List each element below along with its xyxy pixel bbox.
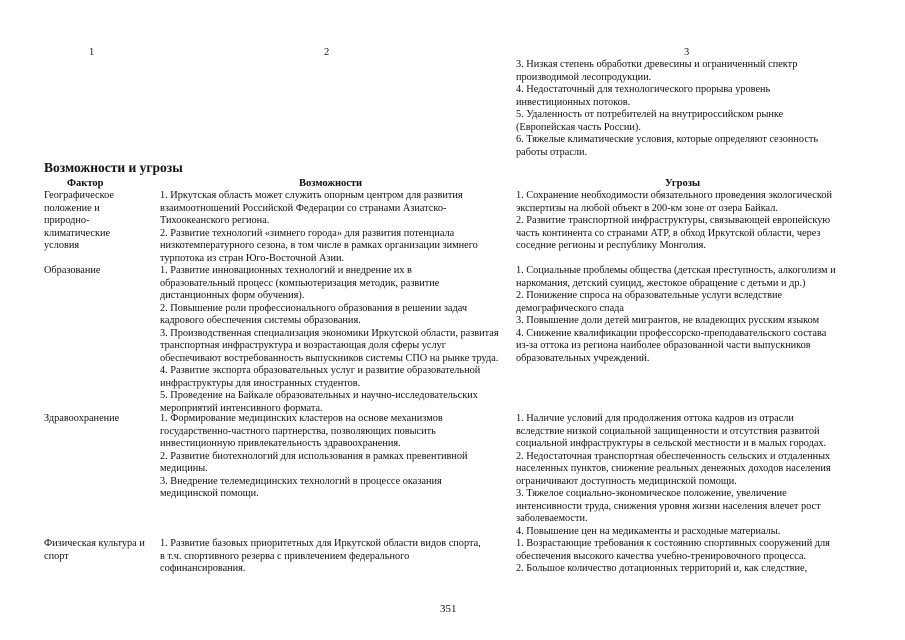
threat-line: 4. Снижение квалификации профессорско-преподавательского состава xyxy=(516,327,827,339)
row-health-factor xyxy=(44,413,119,426)
row-geography-threats xyxy=(516,190,832,253)
opportunity-line: инфраструктуры для иностранных студентов. xyxy=(160,377,361,389)
opportunity-line: в т.ч. спортивного резерва с привлечением федерального xyxy=(160,550,410,562)
factor-line: спорт xyxy=(44,550,69,562)
opportunity-line: 4. Развитие экспорта образовательных услуг и развитие образовательной xyxy=(160,365,481,376)
threat-line: 1. Наличие условий для продолжения оттока кадров из отрасли xyxy=(516,413,794,424)
text-line: 6. Тяжелые климатические условия, которые определяют сезонность xyxy=(516,134,819,145)
threat-line: 1. Сохранение необходимости обязательного проведения экологической xyxy=(516,190,832,201)
threat-line: образовательных учреждений. xyxy=(516,352,650,364)
opportunity-line: 2. Развитие биотехнологий для использования в рамках превентивной xyxy=(160,450,468,462)
threat-line: 1. Возрастающие требования к состоянию спортивных сооружений для xyxy=(516,538,830,549)
opportunity-line: медицинской помощи. xyxy=(160,488,259,499)
threat-line: социальной инфраструктуры в сельской местности и в малых городах. xyxy=(516,438,827,449)
opportunity-line: мероприятий интенсивного формата. xyxy=(160,402,323,414)
factor-line: климатические xyxy=(44,227,111,239)
opportunity-line: кадрового обеспечения системы образования. xyxy=(160,315,361,326)
opportunity-line: 2. Повышение роли профессионального образования в решении задач xyxy=(160,302,468,314)
opportunity-line: дистанционных форм обучения). xyxy=(160,290,305,301)
threat-line: часть континента со странами АТР, в обход Иркутской области, через xyxy=(516,227,821,239)
text-line: инвестиционных потоков. xyxy=(516,96,631,108)
row-education-opportunities xyxy=(160,265,499,415)
opportunity-line: 1. Формирование медицинских кластеров на основе механизмов xyxy=(160,413,443,424)
row-education-threats xyxy=(516,265,836,365)
factor-line: положение и xyxy=(44,202,100,214)
row-geography-factor xyxy=(44,190,114,253)
opportunity-line: взаимоотношений Российской Федерации со странами Азиатско- xyxy=(160,202,447,214)
text-line: 4. Недостаточный для технологического прорыва уровень xyxy=(516,84,771,95)
threat-line: экспертизы на любой объект в 200-км зоне от озера Байкал. xyxy=(516,202,778,214)
threat-line: из-за оттока из региона наиболее образованной части выпускников xyxy=(516,340,811,351)
factor-line: Образование xyxy=(44,265,101,276)
opportunity-line: 1. Развитие базовых приоритетных для Иркутской области видов спорта, xyxy=(160,538,481,549)
opportunity-line: 1. Иркутская область может служить опорным центром для развития xyxy=(160,190,463,201)
opportunity-line: инвестиционную привлекательность здравоохранения. xyxy=(160,438,401,449)
opportunity-line: транспортная инфраструктура и возрастающая доля сферы услуг xyxy=(160,340,447,351)
threat-line: демографического спада xyxy=(516,302,624,314)
threat-line: интенсивности труда, снижения уровня жизни населения влечет рост xyxy=(516,500,821,512)
opportunity-line: 3. Производственная специализация экономики Иркутской области, развитая xyxy=(160,327,499,339)
column-number-1: 1 xyxy=(89,47,95,58)
factor-line: Географическое xyxy=(44,190,114,201)
factor-line: Здравоохранение xyxy=(44,413,120,424)
factor-line: условия xyxy=(44,240,80,251)
threat-line: ограничивают доступность медицинской помощи. xyxy=(516,475,737,487)
opportunity-line: Тихоокеанского региона. xyxy=(160,215,270,226)
column-number-3: 3 xyxy=(684,47,690,58)
opportunity-line: обеспечивают востребованность выпускников системы СПО на рынке труда. xyxy=(160,352,499,364)
row-sport-opportunities xyxy=(160,538,481,576)
text-line: производимой лесопродукции. xyxy=(516,71,652,83)
row-sport-factor xyxy=(44,538,145,563)
row-health-opportunities xyxy=(160,413,468,501)
row-geography-opportunities xyxy=(160,190,478,265)
opportunity-line: образовательный процесс (компьютеризация методик, развитие xyxy=(160,277,440,289)
threat-line: 4. Повышение цен на медикаменты и расходные материалы. xyxy=(516,525,781,537)
threat-line: 2. Развитие транспортной инфраструктуры, связывающей европейскую xyxy=(516,215,831,226)
header-factor: Фактор xyxy=(67,178,104,189)
row-education-factor xyxy=(44,265,100,278)
opportunity-line: низкотемпературного сезона, в том числе в рамках организации зимнего xyxy=(160,240,478,251)
threat-line: наркомания, детский суицид, жестокое обращение с детьми и др.) xyxy=(516,277,806,289)
row-health-threats xyxy=(516,413,831,538)
text-line: 3. Низкая степень обработки древесины и ограниченный спектр xyxy=(516,59,798,70)
opportunity-line: софинансирования. xyxy=(160,563,246,574)
threat-line: вследствие низкой социальной защищенности и отсутствия развитой xyxy=(516,425,820,437)
text-line: 5. Удаленность от потребителей на внутрироссийском рынке xyxy=(516,109,784,120)
threat-line: 2. Понижение спроса на образовательные услуги вследствие xyxy=(516,290,783,301)
threat-line: 1. Социальные проблемы общества (детская преступность, алкоголизм и xyxy=(516,265,836,276)
header-threats: Угрозы xyxy=(665,178,701,189)
opportunity-line: государственно-частного партнерства, позволяющих повысить xyxy=(160,425,436,437)
threat-line: 3. Повышение доли детей мигрантов, не владеющих русским языком xyxy=(516,315,820,326)
section-title: Возможности и угрозы xyxy=(44,160,183,175)
threat-line: 2. Большое количество дотационных территорий и, как следствие, xyxy=(516,563,808,574)
page-number: 351 xyxy=(440,603,457,615)
row-sport-threats xyxy=(516,538,830,576)
threat-line: заболеваемости. xyxy=(516,513,588,524)
opportunity-line: 2. Развитие технологий «зимнего города» для развития потенциала xyxy=(160,227,455,239)
text-line: работы отрасли. xyxy=(516,146,588,158)
opportunity-line: 5. Проведение на Байкале образовательных и научно-исследовательских xyxy=(160,390,478,401)
threat-line: населенных пунктов, снижение реальных денежных доходов населения xyxy=(516,463,831,474)
top-continuation-text xyxy=(516,59,818,159)
opportunity-line: 3. Внедрение телемедицинских технологий в процессе оказания xyxy=(160,475,442,487)
threat-line: обеспечения высокого качества учебно-тренировочного процесса. xyxy=(516,550,806,562)
opportunity-line: турпотока из стран Юго-Восточной Азии. xyxy=(160,252,345,264)
threat-line: 3. Тяжелое социально-экономическое положение, увеличение xyxy=(516,488,787,499)
header-opportunities: Возможности xyxy=(299,178,363,189)
opportunity-line: медицины. xyxy=(160,463,208,474)
factor-line: природно- xyxy=(44,215,90,226)
text-line: (Европейская часть России). xyxy=(516,121,641,133)
opportunity-line: 1. Развитие инновационных технологий и внедрение их в xyxy=(160,265,412,276)
threat-line: соседние регионы и республику Монголия. xyxy=(516,240,706,251)
column-number-2: 2 xyxy=(324,47,330,58)
threat-line: 2. Недостаточная транспортная обеспеченность сельских и отдаленных xyxy=(516,450,831,462)
factor-line: Физическая культура и xyxy=(44,538,145,549)
